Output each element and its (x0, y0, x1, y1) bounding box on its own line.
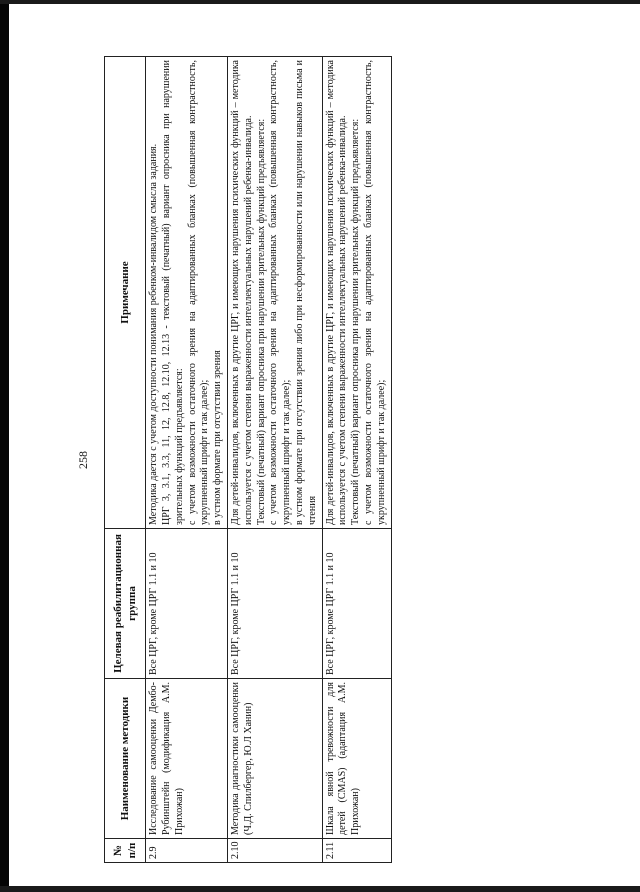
methods-table (104, 56, 392, 863)
note-paragraph: в устном формате при отсутствии зрения (212, 350, 224, 525)
target-group: Все ЦРГ, кроме ЦРГ 1.1 и 10 (227, 529, 322, 679)
table-header-row (105, 57, 146, 863)
note-cell (227, 57, 322, 529)
header-name: Наименование методики (105, 679, 146, 839)
row-number: 2.10 (227, 839, 322, 863)
scan-border-bottom (0, 886, 640, 892)
note-paragraph: Для детей-инвалидов, включенных в другие ЦРГ, и имеющих нарушения психических функций – методика используется с учетом степени выраженности интеллектуальных нарушений ребенка-инвалида. (324, 60, 349, 525)
table-row (227, 57, 322, 863)
page-number: 258 (76, 451, 90, 469)
note-paragraph: Для детей-инвалидов, включенных в другие ЦРГ, и имеющих нарушения психических функций – методика используется с учетом степени выраженности интеллектуальных нарушений ребенка-инвалида. (229, 60, 254, 525)
header-num: № п/п (105, 839, 146, 863)
row-number: 2.9 (146, 839, 228, 863)
note-cell (322, 57, 391, 529)
note-paragraph: Текстовый (печатный) вариант опросника при нарушении зрительных функций предъявляется: (350, 118, 362, 525)
table-row (322, 57, 391, 863)
header-group: Целевая реабилитационная группа (105, 529, 146, 679)
row-number: 2.11 (322, 839, 391, 863)
method-name: Шкала явной тревожности для детей (CMAS) (адаптация А.М. Прихожан) (322, 679, 391, 839)
note-paragraph: Методика дается с учетом доступности понимания ребенком-инвалидом смысла задания. (148, 143, 160, 525)
scan-border-left (0, 0, 9, 892)
note-paragraph: в устном формате при отсутствии зрения либо при несформированности или нарушении навыков письма и чтения (293, 60, 318, 525)
note-paragraph: ЦРГ 3, 3.1, 3.3, 11, 12, 12.8, 12.10, 12.13 - текстовый (печатный) вариант опросника при нарушении зрительных функций предъявляется: (160, 60, 185, 525)
scan-border-top (0, 0, 640, 4)
note-cell (146, 57, 228, 529)
note-paragraph: с учетом возможности остаточного зрения на адаптированных бланках (повышенная контрастность, укрупненный шрифт и так далее); (362, 60, 387, 525)
table-row (146, 57, 228, 863)
target-group: Все ЦРГ, кроме ЦРГ 1.1 и 10 (146, 529, 228, 679)
method-name: Методика диагностики самооценки (Ч.Д. Спилбергер, Ю.Л Ханин) (227, 679, 322, 839)
target-group: Все ЦРГ, кроме ЦРГ 1.1 и 10 (322, 529, 391, 679)
note-paragraph: с учетом возможности остаточного зрения на адаптированных бланках (повышенная контрастность, укрупненный шрифт и так далее); (268, 60, 293, 525)
header-note: Примечание (105, 57, 146, 529)
note-paragraph: с учетом возможности остаточного зрения на адаптированных бланках (повышенная контрастность, укрупненный шрифт и так далее); (186, 60, 211, 525)
method-name: Исследование самооценки Дембо-Рубинштейн (модификация А.М. Прихожан) (146, 679, 228, 839)
note-paragraph: Текстовый (печатный) вариант опросника при нарушении зрительных функций предъявляется: (255, 118, 267, 525)
rotated-page (70, 55, 570, 865)
